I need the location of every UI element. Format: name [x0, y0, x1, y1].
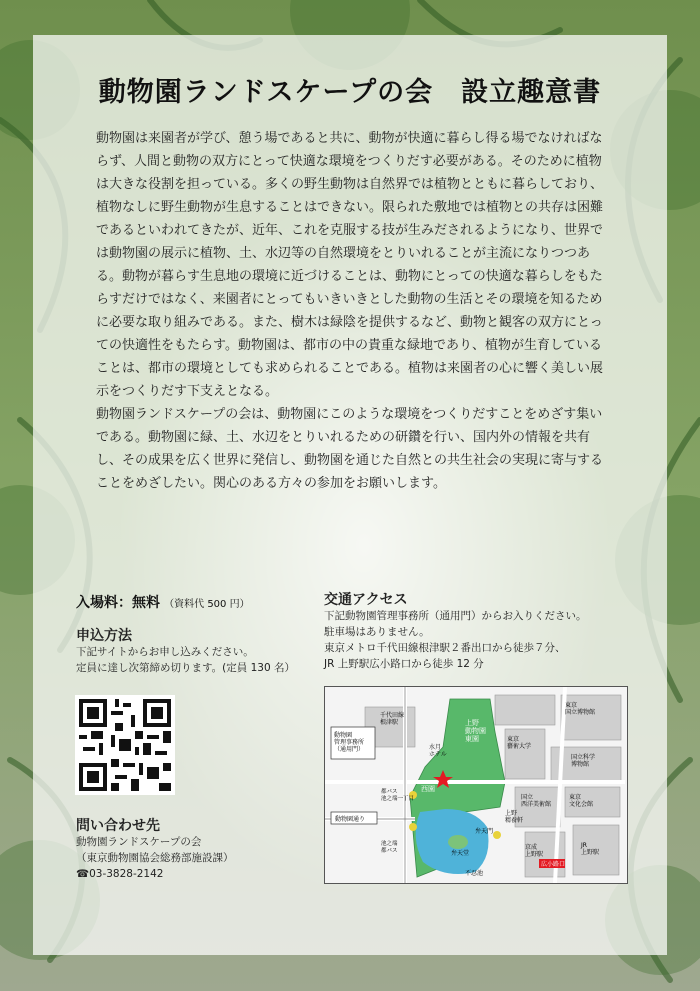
map-label-seiyo: 国立西洋美術館	[521, 794, 552, 808]
map-label-office: 動物園管理事務所（通用門）	[334, 732, 365, 753]
contact-phone[interactable]: ☎03-3828-2142	[76, 868, 164, 880]
access-line-4: JR 上野駅広小路口から徒歩 12 分	[324, 658, 484, 670]
page-title: 動物園ランドスケープの会 設立趣意書	[98, 77, 602, 108]
apply-section	[76, 628, 295, 676]
map-label-benten-mon: 弁天門	[475, 828, 494, 835]
intro-text	[96, 127, 608, 495]
qr-code[interactable]	[75, 695, 175, 795]
apply-line-1: 下記サイトからお申し込みください。	[76, 646, 254, 658]
map-label-dobutsuen-dori: 動物園通り	[335, 816, 366, 823]
map-label-shinobazu: 不忍池	[465, 870, 484, 877]
access-section	[324, 592, 587, 672]
access-line-1: 下記動物園管理事務所（通用門）からお入りください。	[324, 610, 587, 622]
map-label-keisei: 京成上野駅	[525, 844, 544, 858]
contact-section	[76, 818, 234, 882]
fee-label: 入場料：無料	[76, 595, 160, 611]
intro-paragraph-2: 動物園ランドスケープの会は、動物園にこのような環境をつくりだすことをめざす集いである。動物園に緑、土、水辺をとりいれるための研鑽を行い、国内外の情報を共有し、その成果を広く世界に発信し、動物園を通じた自然との共生社会の実現に寄与することをめざしたい。関心のある方々の参加をお願いします。	[96, 407, 604, 491]
map-label-bunka: 東京文化会館	[569, 794, 594, 808]
map-bus-stop-3	[493, 831, 501, 839]
map-label-hotel: 水月ホテル	[429, 744, 447, 758]
map-label-ueno-st: JR 上野駅	[581, 842, 600, 856]
access-line-3: 東京メトロ千代田線根津駅２番出口から徒歩７分、	[324, 642, 566, 654]
map-label-chiyoda: 千代田線根津駅	[380, 712, 405, 726]
map-label-science: 国立科学博物館	[571, 754, 596, 768]
map-label-west: 西園	[421, 785, 435, 793]
apply-heading: 申込方法	[76, 628, 132, 644]
map-label-bus-1: 都バス池之端一丁目	[381, 789, 415, 802]
apply-line-2: 定員に達し次第締め切ります。(定員 130 名）	[76, 662, 295, 674]
map-label-bus-2: 池之端都バス	[381, 841, 398, 854]
map-label-geidai: 東京藝術大学	[507, 736, 532, 750]
intro-paragraph-1: 動物園は来園者が学び、憩う場であると共に、動物が快適に暮らし得る場でなければならず、人間と動物の双方にとって快適な環境をつくりだす必要がある。そのために植物は大きな役割を担っている。多くの野生動物は自然界では植物とともに暮らしており、植物なしに野生動物が生息することはできない。限られた敷地では植物との共存は困難であるといわれてきたが、近年、これを克服する技が生みだされるようになり、世界では動物園の展示に植物、土、水辺等の自然環境をとりいれることが主流になりつつある。動物が暮らす生息地の環境に近づけることは、動物にとっての快適な暮らしをもたらすだけではなく、来園者にとってもいきいきとした動物の生活とその環境を知るために必要な取り組みである。また、樹木は緑陰を提供するなど、動物と観客の双方にとっての快適性をもたらす。動物園は、都市の中の貴重な緑地であり、植物が生育していることは、都市の環境としても求められることである。植物は来園者の心に響く美しい展示をつくりだす下支えとなる。	[96, 131, 604, 399]
access-heading: 交通アクセス	[324, 592, 408, 608]
access-map[interactable]	[324, 686, 628, 884]
map-bentendo-island	[448, 835, 468, 849]
map-label-bentendo: 弁天堂	[451, 850, 470, 857]
contact-heading: 問い合わせ先	[76, 818, 160, 834]
map-label-museum: 東京国立博物館	[565, 702, 596, 716]
fee-note: （資料代 500 円）	[164, 599, 250, 610]
contact-line-2: （東京動物園協会総務部施設課）	[76, 852, 234, 864]
contact-line-1: 動物園ランドスケープの会	[76, 836, 202, 848]
map-label-seiyoken: 上野精養軒	[505, 810, 524, 824]
access-line-2: 駐車場はありません。	[324, 626, 430, 638]
admission-fee	[76, 592, 250, 612]
map-label-east: 上野動物園東園	[465, 719, 486, 743]
map-bus-stop-2	[409, 823, 417, 831]
map-label-hirokoji: 広小路口	[541, 861, 566, 868]
